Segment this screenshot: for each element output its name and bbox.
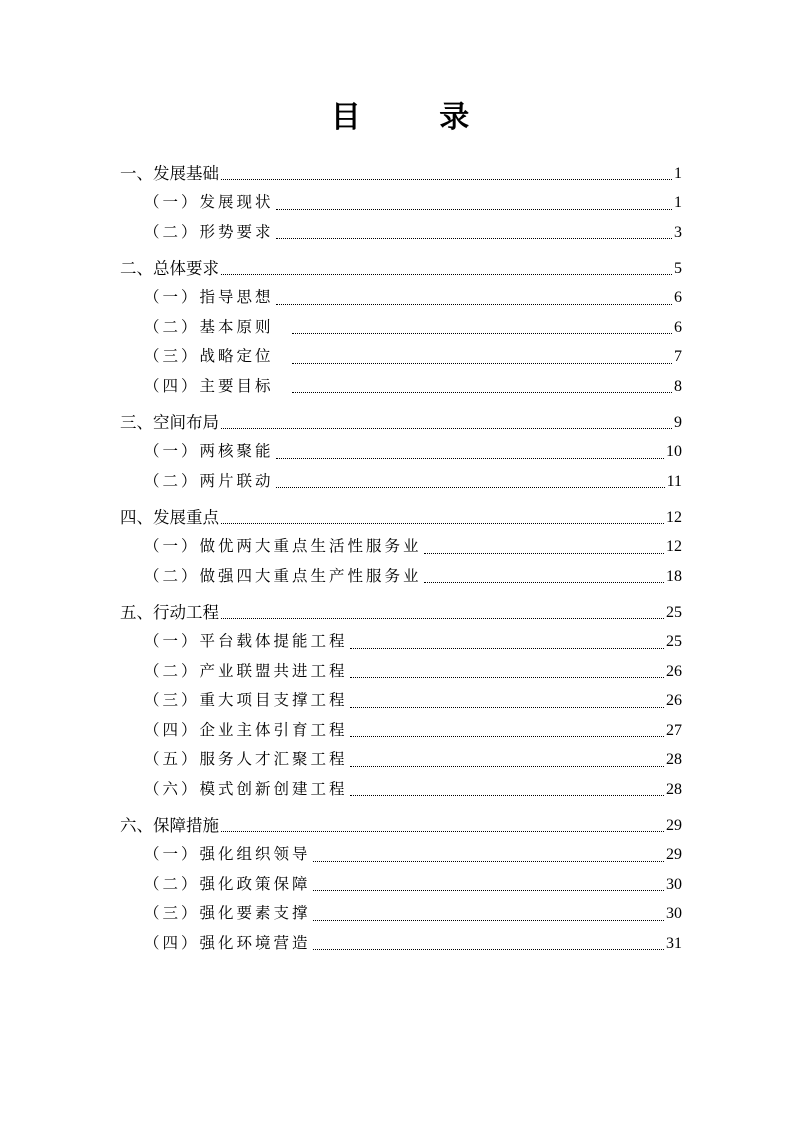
toc-page-number: 28 xyxy=(666,751,682,768)
toc-page-number: 10 xyxy=(666,443,682,460)
toc-item[interactable] xyxy=(120,313,682,343)
dot-leader xyxy=(350,657,664,687)
toc-item[interactable] xyxy=(120,342,682,372)
dot-leader xyxy=(276,188,672,218)
toc-item-label: （六）模式创新创建工程 xyxy=(144,779,348,798)
dot-leader xyxy=(350,627,664,657)
dot-leader xyxy=(292,342,672,372)
toc-page-number: 8 xyxy=(674,377,682,395)
toc-section-label: 二、总体要求 xyxy=(120,259,219,278)
toc-page-number: 29 xyxy=(666,846,682,863)
toc-section-label: 六、保障措施 xyxy=(120,816,219,835)
toc-item[interactable] xyxy=(120,627,682,657)
toc-section-label: 一、发展基础 xyxy=(120,164,219,183)
toc-item[interactable] xyxy=(120,188,682,218)
toc-page-number: 3 xyxy=(674,223,682,241)
dot-leader xyxy=(276,218,672,248)
dot-leader xyxy=(313,899,664,929)
toc-page-number: 25 xyxy=(666,604,682,621)
page-title: 目 录 xyxy=(330,100,504,135)
toc-item[interactable] xyxy=(120,283,682,313)
toc-item-label: （二）产业联盟共进工程 xyxy=(144,661,348,680)
toc-item[interactable] xyxy=(120,372,682,402)
table-of-contents xyxy=(120,160,682,958)
toc-page-number: 25 xyxy=(666,633,682,650)
toc-item[interactable] xyxy=(120,775,682,805)
toc-item[interactable] xyxy=(120,657,682,687)
toc-page-number: 31 xyxy=(666,934,682,952)
toc-page-number: 29 xyxy=(666,817,682,834)
dot-leader xyxy=(276,437,664,467)
toc-item[interactable] xyxy=(120,562,682,592)
toc-section[interactable] xyxy=(120,504,682,532)
toc-page-number: 1 xyxy=(674,194,682,211)
toc-page-number: 28 xyxy=(666,780,682,798)
toc-item-label: （四）主要目标 xyxy=(144,376,274,395)
toc-page-number: 30 xyxy=(666,905,682,922)
toc-item-label: （二）形势要求 xyxy=(144,222,274,241)
toc-item[interactable] xyxy=(120,437,682,467)
dot-leader xyxy=(276,467,665,497)
toc-item-label: （三）强化要素支撑 xyxy=(144,904,311,922)
dot-leader xyxy=(350,775,664,805)
toc-item[interactable] xyxy=(120,745,682,775)
dot-leader xyxy=(424,562,664,592)
toc-item-label: （一）平台载体提能工程 xyxy=(144,632,348,650)
toc-page-number: 12 xyxy=(666,538,682,555)
toc-item[interactable] xyxy=(120,840,682,870)
toc-page-number: 26 xyxy=(666,692,682,709)
toc-item-label: （一）指导思想 xyxy=(144,288,274,306)
dot-leader xyxy=(313,929,664,959)
toc-section-label: 五、行动工程 xyxy=(120,603,219,622)
toc-page-number: 7 xyxy=(674,348,682,365)
toc-item-label: （一）两核聚能 xyxy=(144,442,274,460)
toc-item[interactable] xyxy=(120,686,682,716)
toc-page-number: 26 xyxy=(666,662,682,680)
dot-leader xyxy=(424,532,664,562)
dot-leader xyxy=(221,599,664,627)
dot-leader xyxy=(276,283,672,313)
dot-leader xyxy=(350,686,664,716)
toc-item-label: （一）发展现状 xyxy=(144,193,274,211)
toc-item[interactable] xyxy=(120,899,682,929)
toc-item-label: （三）重大项目支撑工程 xyxy=(144,691,348,709)
toc-page-number: 12 xyxy=(666,509,682,526)
toc-page-number: 9 xyxy=(674,414,682,431)
dot-leader xyxy=(292,313,672,343)
toc-item-label: （四）强化环境营造 xyxy=(144,933,311,952)
toc-page-number: 5 xyxy=(674,260,682,277)
toc-item-label: （四）企业主体引育工程 xyxy=(144,720,348,739)
dot-leader xyxy=(221,160,672,188)
toc-item[interactable] xyxy=(120,532,682,562)
toc-page-number: 6 xyxy=(674,318,682,336)
toc-page-number: 27 xyxy=(666,721,682,739)
toc-section[interactable] xyxy=(120,409,682,437)
toc-item[interactable] xyxy=(120,218,682,248)
toc-page-number: 11 xyxy=(666,472,682,490)
toc-item[interactable] xyxy=(120,716,682,746)
dot-leader xyxy=(221,409,672,437)
toc-section[interactable] xyxy=(120,599,682,627)
toc-section[interactable] xyxy=(120,160,682,188)
toc-item-label: （二）强化政策保障 xyxy=(144,874,311,893)
toc-section[interactable] xyxy=(120,255,682,283)
toc-item[interactable] xyxy=(120,870,682,900)
dot-leader xyxy=(350,745,664,775)
dot-leader xyxy=(313,870,664,900)
toc-item-label: （二）两片联动 xyxy=(144,471,274,490)
toc-item-label: （一）做优两大重点生活性服务业 xyxy=(144,537,422,555)
toc-section-label: 四、发展重点 xyxy=(120,508,219,527)
dot-leader xyxy=(221,504,664,532)
toc-item-label: （三）战略定位 xyxy=(144,347,274,365)
toc-page-number: 1 xyxy=(674,165,682,182)
toc-item-label: （一）强化组织领导 xyxy=(144,845,311,863)
dot-leader xyxy=(350,716,664,746)
toc-section[interactable] xyxy=(120,812,682,840)
toc-item[interactable] xyxy=(120,467,682,497)
toc-page-number: 6 xyxy=(674,289,682,306)
dot-leader xyxy=(221,812,664,840)
toc-item-label: （二）做强四大重点生产性服务业 xyxy=(144,566,422,585)
dot-leader xyxy=(221,255,672,283)
toc-page-number: 30 xyxy=(666,875,682,893)
toc-section-label: 三、空间布局 xyxy=(120,413,219,432)
dot-leader xyxy=(292,372,672,402)
dot-leader xyxy=(313,840,664,870)
toc-item-label: （五）服务人才汇聚工程 xyxy=(144,750,348,768)
toc-page-number: 18 xyxy=(666,567,682,585)
toc-item-label: （二）基本原则 xyxy=(144,317,274,336)
toc-item[interactable] xyxy=(120,929,682,959)
